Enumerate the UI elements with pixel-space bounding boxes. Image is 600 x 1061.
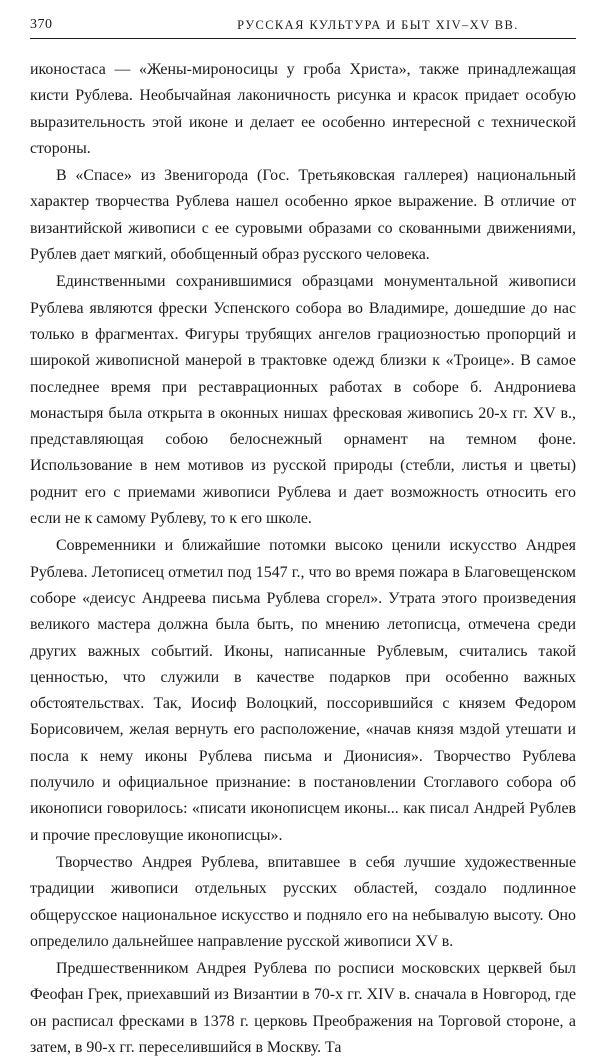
- paragraph-frescoes: Единственными сохранившимися образцами монументальной живописи Рублева являются фрески Успенского собора во Владимире, дошедшие до нас только в фрагментах. Фигуры трубящих ангелов грациозностью пропорций и широкой живописной манерой в трактовке одежд близки к «Троице». В самое последнее время при реставрационных работах в соборе б. Андрониева монастыря была открыта в оконных нишах фресковая живопись 20-х гг. XV в., представляющая собою белоснежный орнамент на темном фоне. Использование в нем мотивов из русской природы (стебли, листья и цветы) роднит его с приемами живописи Рублева и дает возможность относить его если не к самому Рублеву, то к его школе.: [30, 273, 576, 528]
- body-text: [30, 57, 576, 1061]
- book-page: [30, 14, 576, 1061]
- page-header: [30, 14, 576, 39]
- paragraph-iconostasis: иконостаса — «Жены-мироносицы у гроба Христа», также принадлежащая кисти Рублева. Необычайная лаконичность рисунка и красок придает особую выразительность этой иконе и делает ее особенно интересной с технической стороны.: [30, 61, 576, 157]
- paragraph-national-art: Творчество Андрея Рублева, впитавшее в себя лучшие художественные традиции живописи отдельных русских областей, создало подлинное общерусское национальное искусство и подняло его на небывалую высоту. Оно определило дальнейшее направление русской живописи XV в.: [30, 853, 576, 950]
- paragraph-contemporaries: Современники и ближайшие потомки высоко ценили искусство Андрея Рублева. Летописец отметил под 1547 г., что во время пожара в Благовещенском соборе «деисус Андреева письма Рублева сгорел». Утрата этого произведения великого мастера должна была быть, по мнению летописца, отмечена среди других важных событий. Иконы, написанные Рублевым, считались такой ценностью, что служили в качестве подарков при особенно важных обстоятельствах. Так, Иосиф Волоцкий, поссорившийся с князем Федором Борисовичем, желая вернуть его расположение, «начав князя мздой утешати и посла к нему иконы Рублева письма и Дионисия». Творчество Рублева получило и официальное признание: в постановлении Стоглавого собора об иконописи говорилось: «писати иконописцем иконы... как писал Андрей Рублев и прочие пресловущие иконописцы».: [30, 537, 576, 844]
- page-number: 370: [30, 17, 53, 32]
- paragraph-spas-zvenigorod: В «Спасе» из Звенигорода (Гос. Третьяковская галлерея) национальный характер творчества Рублева нашел особенно яркое выражение. В отличие от византийской живописи с ее суровыми образами со скованными движениями, Рублев дает мягкий, обобщенный образ русского человека.: [30, 167, 576, 264]
- paragraph-theophanes: Предшественником Андрея Рублева по росписи московских церквей был Феофан Грек, приехавший из Византии в 70-х гг. XIV в. сначала в Новгород, где он расписал фресками в 1378 г. церковь Преображения на Торговой стороне, а затем, в 90-х гг. переселившийся в Москву. Та: [30, 960, 576, 1056]
- running-title: РУССКАЯ КУЛЬТУРА И БЫТ XIV–XV ВВ.: [237, 18, 519, 32]
